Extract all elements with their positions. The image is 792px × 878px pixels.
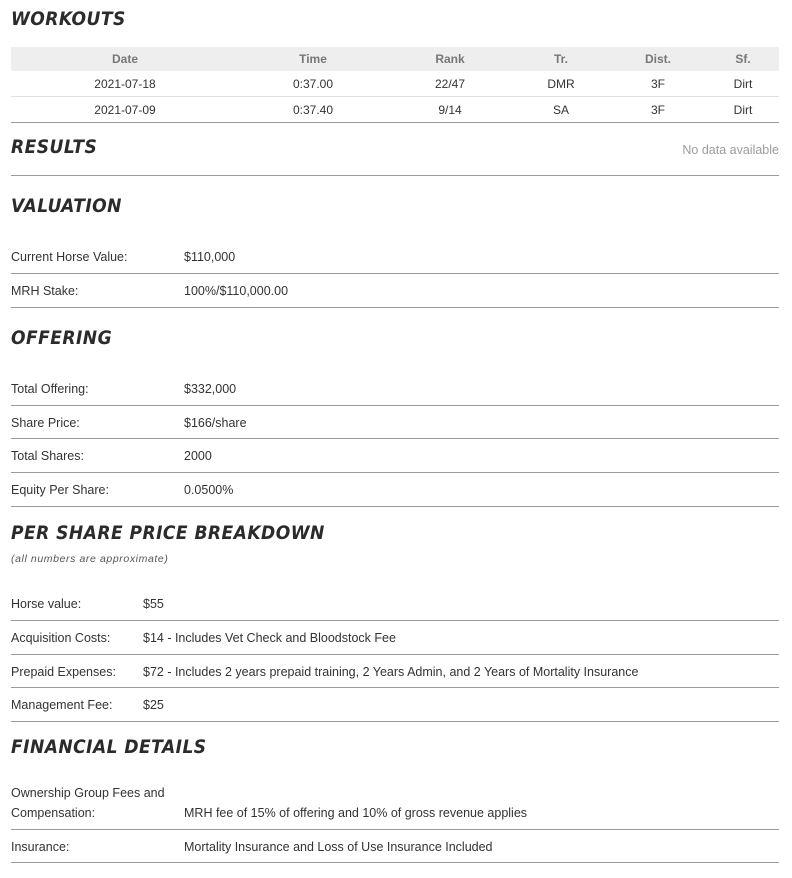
cell-track: SA <box>513 97 609 123</box>
divider <box>11 829 779 830</box>
divider <box>11 506 779 507</box>
valuation-heading: VALUATION <box>11 195 122 217</box>
kv-label: Share Price: <box>11 416 80 430</box>
cell-surface: Dirt <box>707 97 779 123</box>
cell-rank: 22/47 <box>387 71 513 97</box>
kv-label: Horse value: <box>11 597 82 611</box>
cell-surface: Dirt <box>707 71 779 97</box>
kv-label: Compensation: <box>11 806 96 820</box>
cell-date: 2021-07-09 <box>11 97 239 123</box>
cell-time: 0:37.40 <box>239 97 387 123</box>
table-row <box>11 97 779 123</box>
divider <box>11 175 779 176</box>
cell-distance: 3F <box>609 97 707 123</box>
kv-label: Insurance: <box>11 840 70 854</box>
divider <box>11 721 779 722</box>
kv-value: $55 <box>143 597 164 611</box>
kv-value: 0.0500% <box>184 483 234 497</box>
col-time: Time <box>239 47 387 71</box>
divider <box>11 654 779 655</box>
kv-label: Total Offering: <box>11 382 89 396</box>
col-date: Date <box>11 47 239 71</box>
breakdown-heading: PER SHARE PRICE BREAKDOWN <box>11 522 325 544</box>
offering-heading: OFFERING <box>11 327 113 349</box>
divider <box>11 273 779 274</box>
table-row <box>11 71 779 97</box>
cell-distance: 3F <box>609 71 707 97</box>
divider <box>11 307 779 308</box>
divider <box>11 438 779 439</box>
kv-value: 100%/$110,000.00 <box>184 284 289 298</box>
cell-rank: 9/14 <box>387 97 513 123</box>
kv-value: Mortality Insurance and Loss of Use Insurance Included <box>184 840 493 854</box>
kv-label: Prepaid Expenses: <box>11 665 116 679</box>
divider <box>11 405 779 406</box>
kv-label: MRH Stake: <box>11 284 79 298</box>
divider <box>11 620 779 621</box>
col-rank: Rank <box>387 47 513 71</box>
kv-label: Equity Per Share: <box>11 483 109 497</box>
col-surface: Sf. <box>707 47 779 71</box>
breakdown-note: (all numbers are approximate) <box>11 553 169 565</box>
kv-label: Acquisition Costs: <box>11 631 111 645</box>
col-distance: Dist. <box>609 47 707 71</box>
divider <box>11 862 779 863</box>
kv-value: $72 - Includes 2 years prepaid training, 2 Years Admin, and 2 Years of Mortality Insurance <box>143 665 639 679</box>
cell-track: DMR <box>513 71 609 97</box>
kv-value: $332,000 <box>184 382 237 396</box>
col-track: Tr. <box>513 47 609 71</box>
kv-value: $110,000 <box>184 250 236 264</box>
cell-time: 0:37.00 <box>239 71 387 97</box>
kv-value: $14 - Includes Vet Check and Bloodstock Fee <box>143 631 396 645</box>
divider <box>11 472 779 473</box>
workouts-header-row <box>11 47 779 71</box>
kv-value: MRH fee of 15% of offering and 10% of gross revenue applies <box>184 806 528 820</box>
results-empty-text: No data available <box>682 143 779 157</box>
kv-value: 2000 <box>184 449 212 463</box>
kv-label: Current Horse Value: <box>11 250 128 264</box>
kv-value: $166/share <box>184 416 247 430</box>
workouts-heading: WORKOUTS <box>11 8 126 30</box>
results-heading: RESULTS <box>11 136 98 158</box>
financial-heading: FINANCIAL DETAILS <box>11 736 207 758</box>
workouts-table <box>11 47 779 123</box>
kv-label: Ownership Group Fees and <box>11 786 165 800</box>
kv-label: Total Shares: <box>11 449 84 463</box>
kv-value: $25 <box>143 698 164 712</box>
cell-date: 2021-07-18 <box>11 71 239 97</box>
divider <box>11 687 779 688</box>
kv-label: Management Fee: <box>11 698 113 712</box>
